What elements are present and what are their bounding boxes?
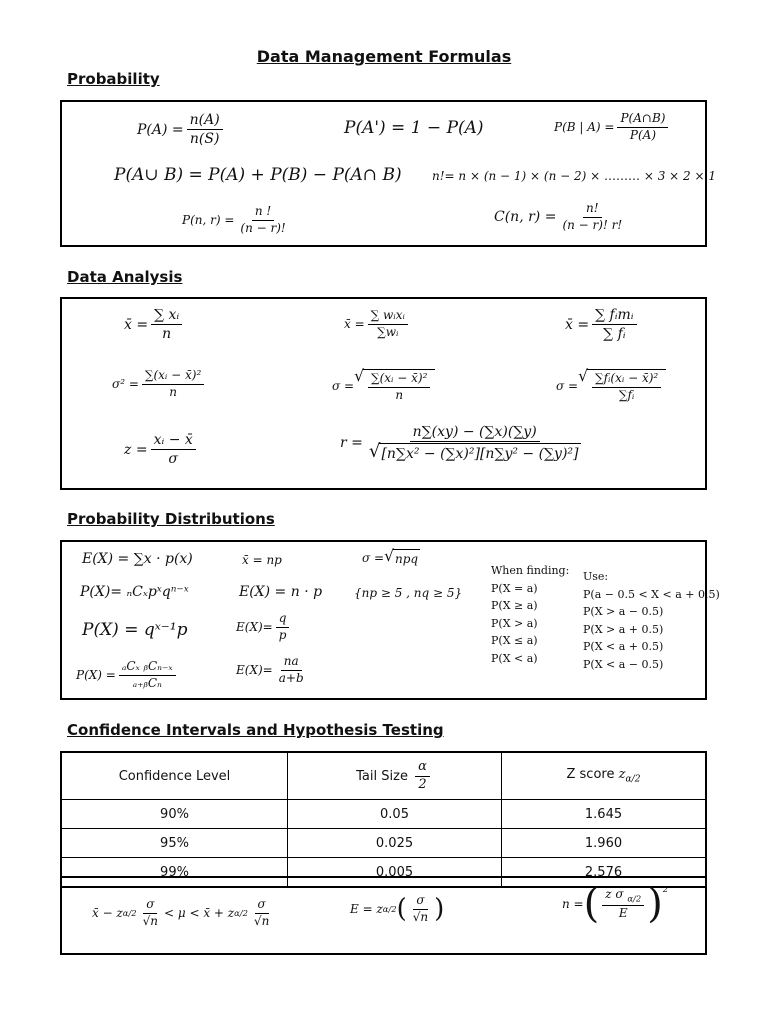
z-subscript: α/2 (382, 904, 397, 915)
when-finding-item: P(X = a) (491, 581, 538, 595)
cell-confidence: 90% (61, 800, 288, 829)
when-finding-list (491, 562, 569, 667)
cell-confidence: 95% (61, 829, 288, 858)
formula-denominator: n(S) (189, 131, 220, 148)
formula-denominator: ∑wᵢ (377, 324, 399, 339)
formula-numerator: P(A∩B) (617, 112, 668, 128)
formula-denominator: ₐ₊ᵦCₙ (132, 675, 162, 690)
formula-lhs: σ = (332, 378, 355, 393)
formula-denominator: n (169, 384, 177, 399)
formula-lhs: C(n, r) = (494, 209, 557, 226)
formula-permutation (182, 205, 292, 236)
section-confidence: Confidence Intervals and Hypothesis Testing (67, 721, 444, 739)
formula-lhs: E(X)= (236, 663, 273, 678)
section-distributions: Probability Distributions (67, 510, 275, 528)
formula-numerator: ∑ wᵢxᵢ (368, 309, 408, 325)
formula-combination (494, 202, 628, 233)
formula-numerator: ∑fᵢ(xᵢ − x̄)² (592, 372, 661, 388)
formula-numerator: σ (143, 898, 157, 914)
formula-numerator: n∑(xy) − (∑x)(∑y) (410, 424, 540, 442)
when-finding-item: P(X < a) (491, 651, 538, 665)
header-label: Tail Size (356, 768, 408, 784)
sqrt-icon: √ (368, 441, 381, 463)
formula-expected-value: E(X) = ∑x · p(x) (82, 551, 193, 567)
formula-radicand: npq (393, 549, 420, 566)
formula-z-score (124, 432, 199, 467)
data-analysis-box (60, 297, 707, 490)
formula-grouped-mean (565, 307, 640, 342)
z-subscript: α/2 (627, 892, 642, 903)
denominator-two: 2 (418, 776, 427, 792)
formula-lhs: P(X) = (76, 668, 116, 683)
formula-conditional (554, 112, 671, 143)
use-item: P(X > a + 0.5) (583, 622, 664, 636)
page-title: Data Management Formulas (256, 47, 512, 66)
formula-numerator: n ! (252, 205, 274, 221)
cell-z: 1.645 (502, 800, 707, 829)
formula-lhs: x̄ = (344, 317, 365, 332)
z-subscript: α/2 (625, 774, 641, 785)
cell-confidence: 99% (61, 858, 288, 888)
distributions-box (60, 540, 720, 700)
when-finding-item: P(X ≥ a) (491, 599, 538, 612)
cell-tail: 0.025 (288, 829, 502, 858)
formula-exponent: 2 (662, 884, 669, 894)
formula-lhs: z = (124, 441, 148, 458)
header-label: Z score (566, 767, 615, 783)
table-row (61, 800, 706, 829)
formula-denominator: n (261, 913, 270, 928)
formula-numerator: z σ (605, 886, 624, 901)
header-z-score (502, 752, 707, 800)
header-tail-size (288, 752, 502, 800)
formula-lhs: σ² = (112, 377, 139, 392)
use-item: P(a − 0.5 < X < a + 0.5) (583, 587, 720, 601)
formula-factorial: n!= n × (n − 1) × (n − 2) × ……… × 3 × 2 × 1 (432, 169, 716, 183)
sqrt-icon: √ (384, 547, 394, 565)
formula-lhs: n = (562, 897, 584, 911)
formula-denominator: E (618, 905, 628, 920)
formula-hypergeometric-expected (236, 655, 310, 686)
use-item: P(X > a − 0.5) (583, 605, 664, 618)
formula-geometric-expected (236, 612, 292, 643)
z-symbol: z (618, 767, 626, 783)
probability-box (60, 100, 716, 247)
cell-tail: 0.05 (288, 800, 502, 829)
formula-binomial-sd (362, 549, 420, 566)
formula-numerator: σ (413, 894, 427, 910)
formula-denominator: ∑fᵢ (618, 387, 635, 402)
formula-prob-event (137, 112, 226, 147)
formula-numerator: ∑(xᵢ − x̄)² (368, 372, 430, 388)
formula-denominator: n (162, 326, 172, 343)
formula-normal-condition: {np ≥ 5 , nq ≥ 5} (354, 586, 463, 600)
formula-lhs: E(X)= (236, 620, 273, 635)
formula-denominator: σ (168, 451, 178, 468)
section-data-analysis: Data Analysis (67, 268, 183, 286)
formula-numerator: n(A) (187, 112, 223, 130)
formula-lhs: x̄ = (565, 316, 590, 333)
formula-denominator: p (278, 627, 287, 642)
formula-denominator: n (150, 913, 158, 928)
z-subscript: α/2 (234, 908, 248, 919)
use-header: Use: (583, 570, 609, 583)
formula-denominator: n (420, 909, 429, 924)
formula-lhs: P(A) = (137, 121, 184, 138)
formula-numerator: ∑(xᵢ − x̄)² (142, 369, 204, 385)
formula-sample-size: n = ( $\frac{z \sigma _{\alpha/2}}{E}$ ) $^2$ (562, 881, 669, 927)
formula-denominator: (n − r)! r! (562, 217, 623, 232)
formula-binomial-expected: E(X) = n · p (239, 584, 323, 600)
formula-lhs: σ = (556, 378, 579, 393)
formula-denominator: [n∑x² − (∑x)²][n∑y² − (∑y)²] (379, 443, 580, 462)
confidence-table (60, 751, 707, 888)
section-probability: Probability (67, 70, 160, 88)
use-item: P(X < a − 0.5) (583, 657, 664, 671)
formula-hypergeometric (76, 660, 179, 691)
formula-binomial-mean: x̄ = np (242, 553, 282, 567)
cell-z: 1.960 (502, 829, 707, 858)
formula-lhs: E = z (350, 902, 383, 917)
formula-lhs: x̄ = (124, 316, 149, 333)
formula-margin-of-error: E = z α/2 ( $\frac{\sigma}{√n}$ ) (350, 893, 445, 925)
formula-lhs: r = (340, 435, 363, 452)
formula-complement: P(A') = 1 − P(A) (344, 118, 484, 138)
formula-lhs: P(n, r) = (182, 213, 235, 228)
cell-tail: 0.005 (288, 858, 502, 888)
formula-numerator: xᵢ − x̄ (151, 432, 196, 450)
ci-formulas-box (60, 876, 707, 955)
formula-denominator: ∑ fᵢ (603, 326, 626, 343)
formula-denominator: P(A) (629, 127, 657, 142)
formula-weighted-mean (344, 309, 411, 340)
formula-union: P(A∪ B) = P(A) + P(B) − P(A∩ B) (114, 165, 402, 185)
formula-denominator: n (395, 387, 404, 402)
formula-numerator: q (276, 612, 290, 628)
use-item: P(X < a + 0.5) (583, 640, 664, 653)
when-finding-item: P(X > a) (491, 616, 538, 630)
formula-binomial: P(X)= ₙCₓpˣqⁿ⁻ˣ (80, 584, 189, 600)
formula-numerator: ∑ xᵢ (151, 307, 182, 325)
table-header-row (61, 752, 706, 800)
formula-standard-deviation (332, 369, 435, 403)
formula-denominator: (n − r)! (240, 220, 286, 235)
table-row (61, 829, 706, 858)
formula-denominator: a+b (278, 670, 304, 685)
formula-mean (124, 307, 185, 342)
formula-grouped-sd (556, 369, 666, 403)
formula-geometric: P(X) = qˣ⁻¹p (82, 620, 188, 640)
alpha-symbol: α (415, 760, 430, 777)
formula-numerator: σ (255, 898, 269, 914)
formula-lhs: P(B | A) = (554, 120, 615, 135)
formula-numerator: n! (583, 202, 602, 218)
formula-lhs: σ = (362, 550, 385, 565)
formula-numerator: ∑ fᵢmᵢ (592, 307, 637, 325)
sqrt-icon: √ (354, 367, 364, 385)
interval-left: x̄ − z (92, 906, 123, 921)
formula-numerator: na (281, 655, 302, 671)
formula-confidence-interval: x̄ − z α/2 $\frac{\sigma}{√n}$ < μ < x̄ + z α/2 $\frac{\sigma}{√n}$ (92, 897, 270, 928)
formula-variance (112, 369, 207, 400)
cell-z: 2.576 (502, 858, 707, 888)
z-subscript: α/2 (122, 908, 137, 919)
when-finding-item: P(X ≤ a) (491, 634, 538, 647)
formula-numerator: ₐCₓ ᵦCₙ₋ₓ (119, 660, 176, 676)
sqrt-icon: √ (578, 367, 588, 385)
formula-correlation (340, 424, 587, 462)
when-finding-header: When finding: (491, 564, 570, 577)
interval-middle: < μ < x̄ + z (163, 906, 235, 921)
use-list (583, 568, 720, 673)
header-confidence-level: Confidence Level (61, 752, 288, 800)
